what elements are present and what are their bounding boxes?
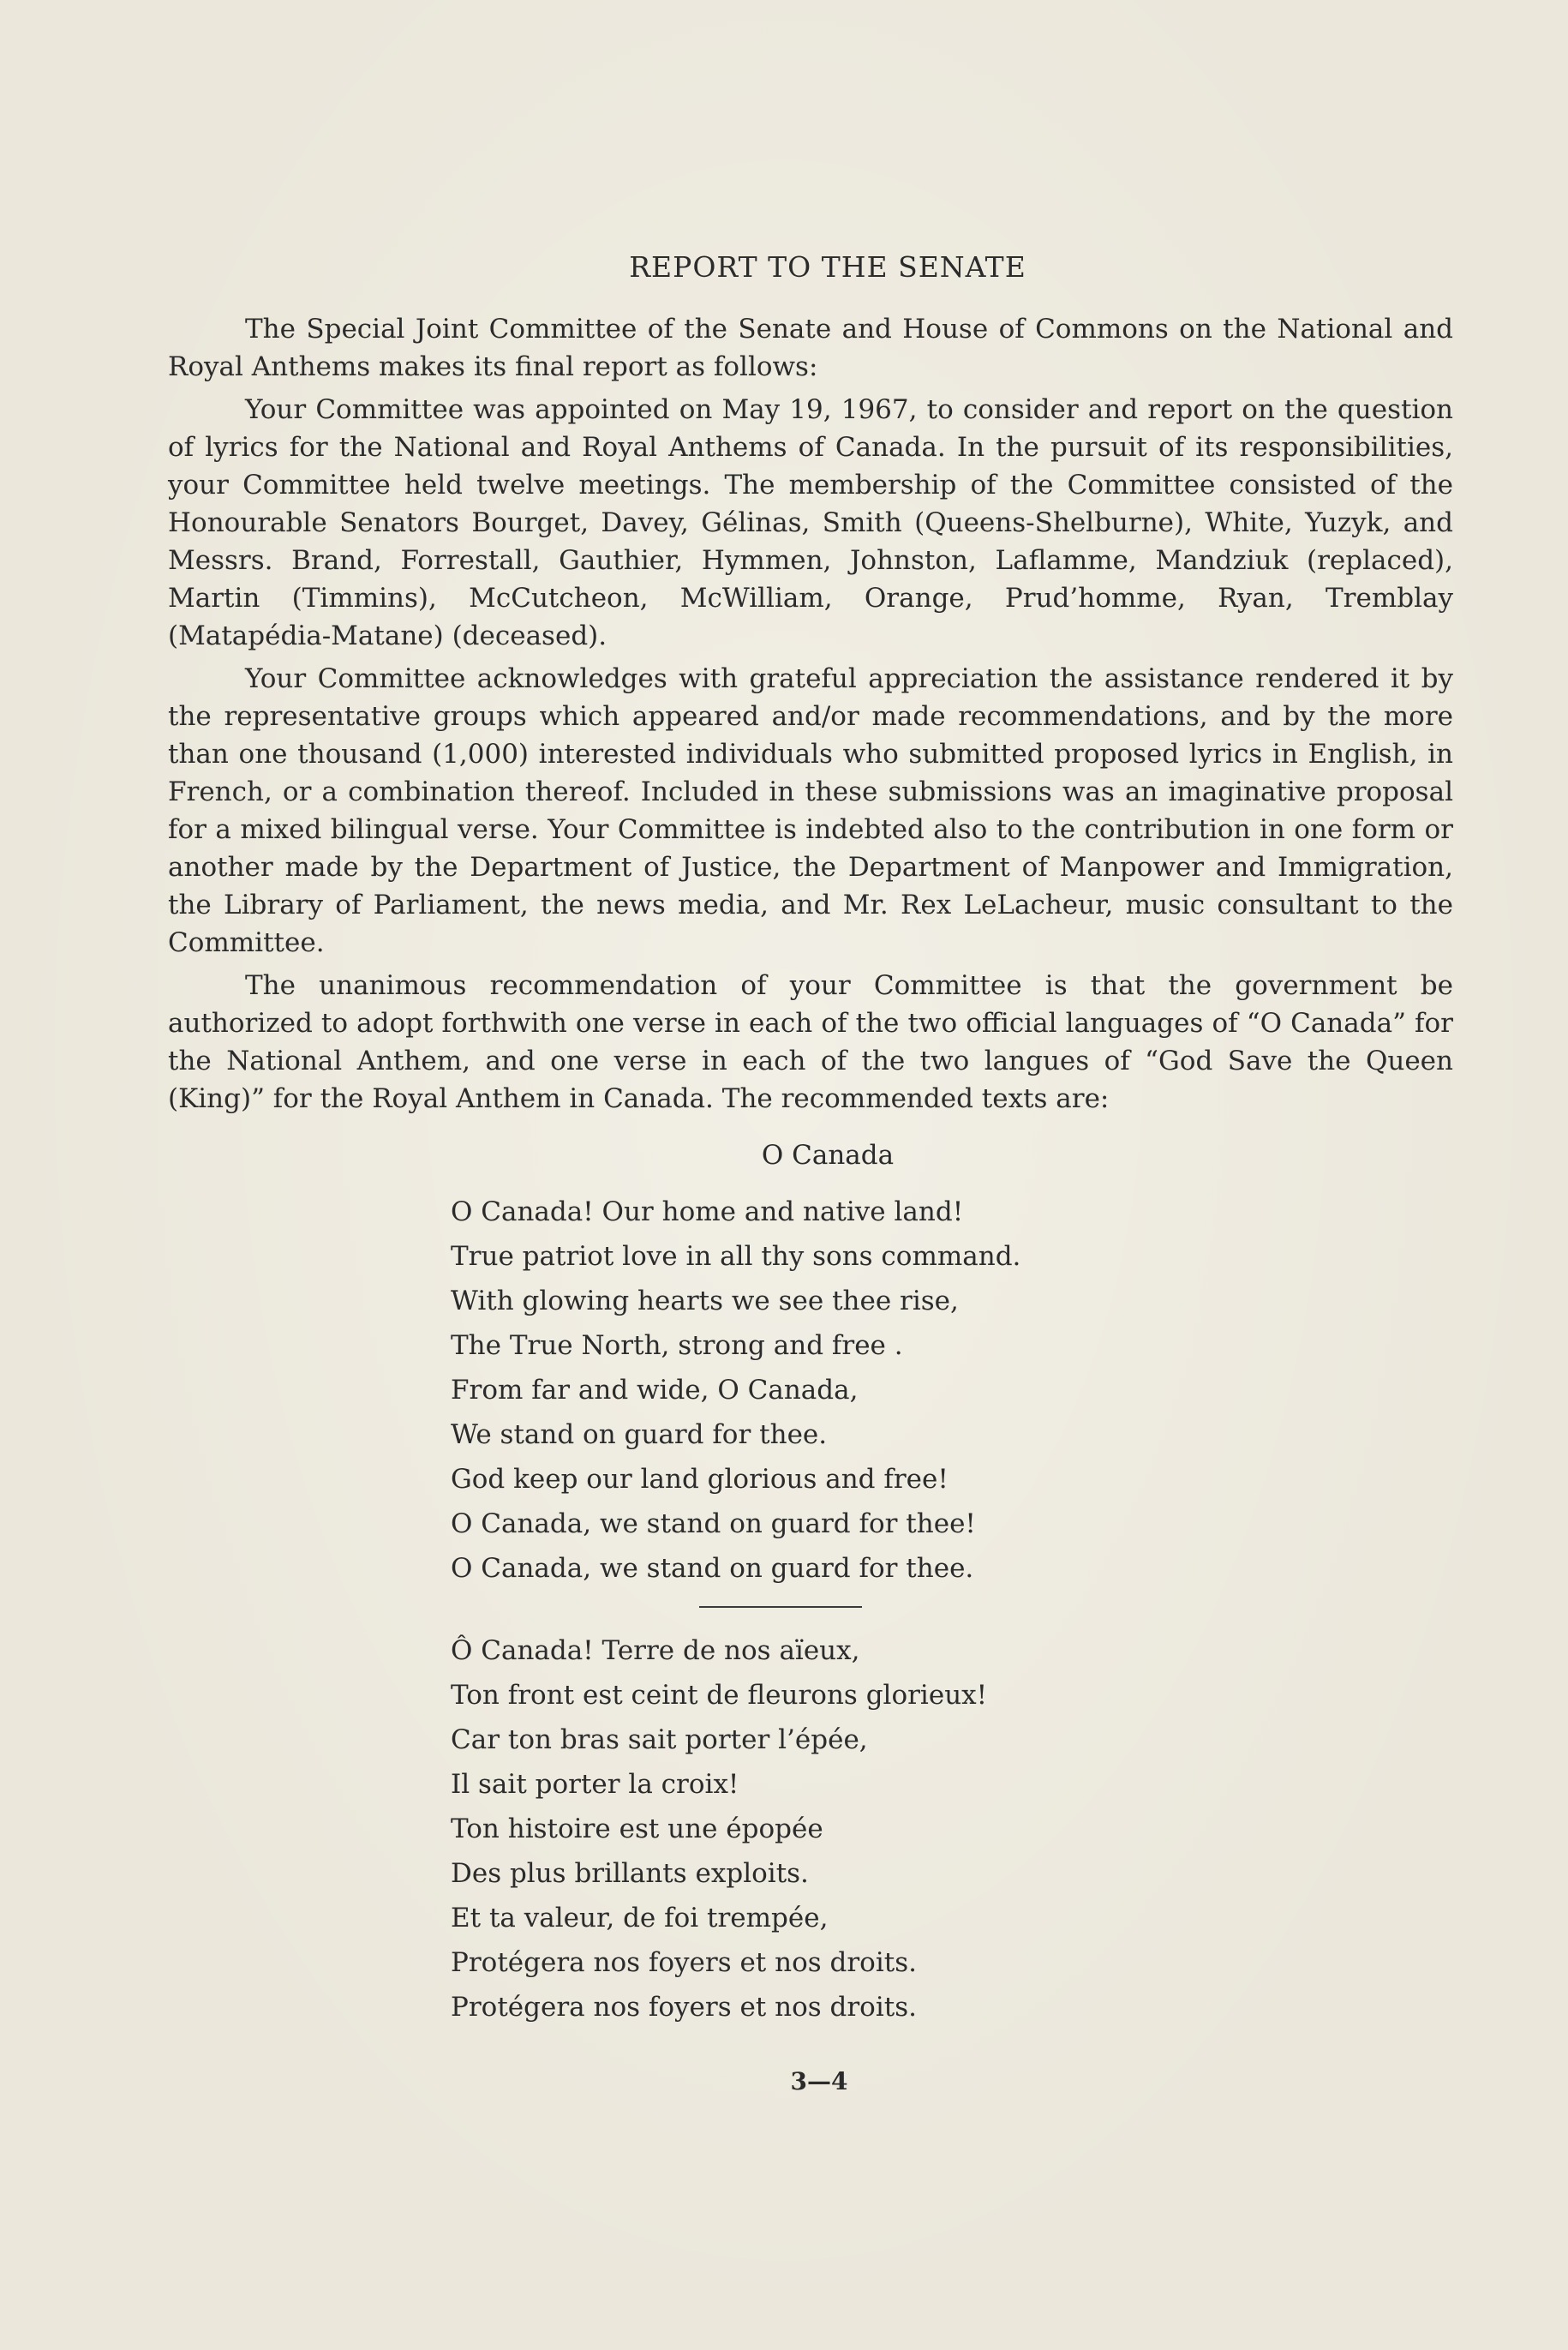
paragraph-appointment: Your Committee was appointed on May 19, 1967, to consider and report on the question of lyrics for the National and Royal Anthems of Canada. In the pursuit of its responsibilities, your Committee held twelve meetings. The membership of the Committee consisted of the Honourable Senators Bourget, Davey, Gélinas, Smith (Queens-Shelburne), White, Yuzyk, and Messrs. Brand, Forrestall, Gauthier, Hymmen, Johnston, Laflamme, Mandziuk (replaced), Martin (Timmins), McCutcheon, McWilliam, Orange, Prud’homme, Ryan, Tremblay (Matapédia-Matane) (deceased).: [168, 394, 1453, 651]
report-title: REPORT TO THE SENATE: [629, 250, 1026, 284]
verse-line: With glowing hearts we see thee rise,: [451, 1286, 959, 1316]
verse-line: The True North, strong and free .: [451, 1330, 903, 1361]
verse-line: Il sait porter la croix!: [451, 1769, 739, 1800]
verse-line: Ton histoire est une épopée: [451, 1813, 823, 1844]
verse-line: O Canada, we stand on guard for thee.: [451, 1553, 974, 1584]
verse-divider: [699, 1606, 862, 1608]
verse-line: Et ta valeur, de foi trempée,: [451, 1903, 829, 1933]
french-verse: [451, 1628, 1453, 2029]
verse-line: Des plus brillants exploits.: [451, 1858, 809, 1889]
page-number: 3—4: [790, 2067, 848, 2095]
page-content: [168, 249, 1453, 2095]
english-verse: [451, 1190, 1453, 1591]
verse-line: O Canada, we stand on guard for thee!: [451, 1508, 976, 1539]
verse-line: True patriot love in all thy sons command.: [451, 1241, 1021, 1272]
verse-line: O Canada! Our home and native land!: [451, 1196, 964, 1227]
verse-line: Car ton bras sait porter l’épée,: [451, 1724, 868, 1755]
verse-line: We stand on guard for thee.: [451, 1419, 828, 1450]
verse-line: Protégera nos foyers et nos droits.: [451, 1992, 917, 2023]
verse-line: Ton front est ceint de fleurons glorieux!: [451, 1680, 988, 1711]
anthem-title: O Canada: [761, 1140, 895, 1171]
paragraph-recommendation: The unanimous recommendation of your Committee is that the government be authorized to adopt forthwith one verse in each of the two official languages of “O Canada” for the National Anthem, and one verse in each of the two langues of “God Save the Queen (King)” for the Royal Anthem in Canada. The recommended texts are:: [168, 970, 1453, 1114]
paragraph-acknowledgement: Your Committee acknowledges with grateful appreciation the assistance rendered it by the representative groups which appeared and/or made recommendations, and by the more than one thousand (1,000) interested individuals who submitted proposed lyrics in English, in French, or a combination thereof. Included in these submissions was an imaginative proposal for a mixed bilingual verse. Your Committee is indebted also to the contribution in one form or another made by the Department of Justice, the Department of Manpower and Immigration, the Library of Parliament, the news media, and Mr. Rex LeLacheur, music consultant to the Committee.: [168, 663, 1453, 958]
verse-line: From far and wide, O Canada,: [451, 1375, 859, 1406]
paragraph-intro: The Special Joint Committee of the Senate and House of Commons on the National and Royal Anthems makes its final report as follows:: [168, 314, 1453, 382]
verse-line: God keep our land glorious and free!: [451, 1464, 949, 1495]
verse-line: Protégera nos foyers et nos droits.: [451, 1947, 917, 1978]
verse-line: Ô Canada! Terre de nos aïeux,: [451, 1635, 860, 1666]
